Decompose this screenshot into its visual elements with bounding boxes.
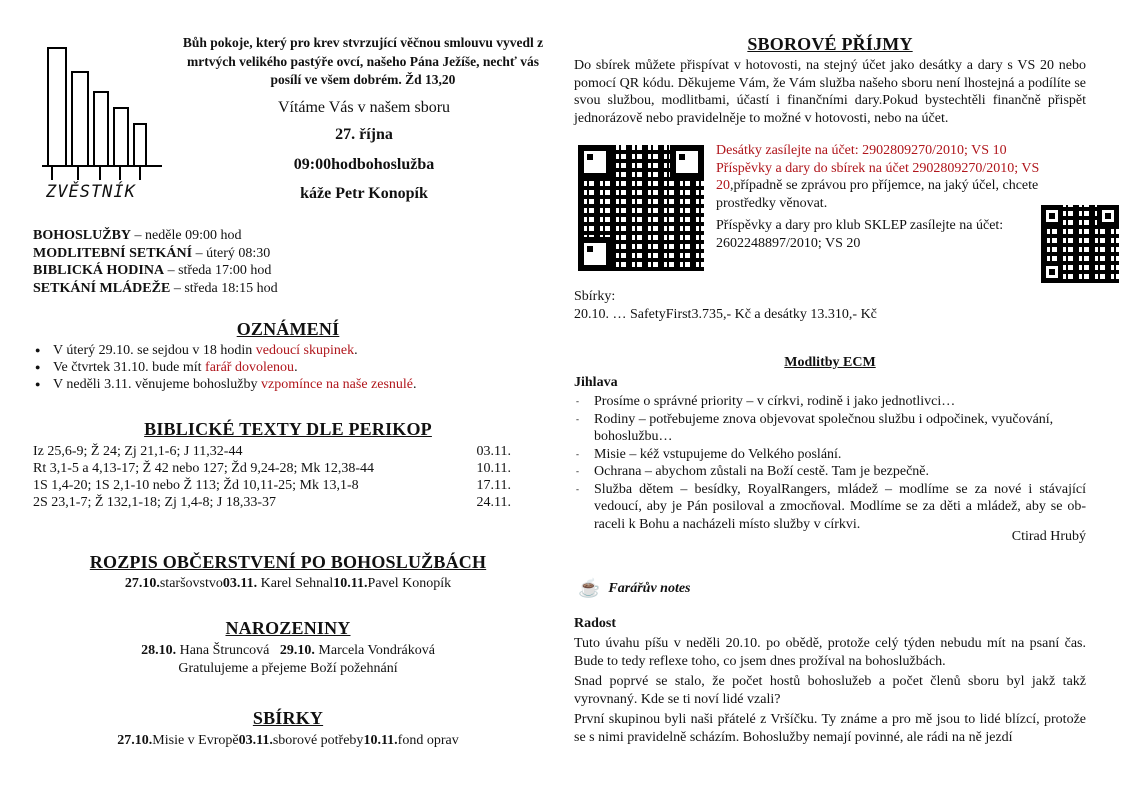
announcements-list [33, 342, 543, 393]
preacher: káže Petr Konopík [300, 185, 428, 202]
welcome-text: Vítáme Vás v našem sboru [277, 99, 451, 116]
refreshments-line: 27.10.staršovstvo03.11. Karel Sehnal10.11.Pavel Konopík [124, 576, 452, 591]
collections-line: 27.10.Misie v Evropě03.11.sborové potřeby10.11.fond oprav [117, 733, 459, 748]
notes-body: Tuto úvahu píšu v neděli 20.10. po obědě, protože celý týden nebudu mít na psaní čas. Bude to tedy reflexe toho, co jsem dnes prožíval na bohoslužbách. Snad poprvé se stalo, že počet hostů bohoslužeb a počet členů sboru byl jakž takž vyrovnaný. Kde se ti noví lidé vzali? První skupinou byli naši přátelé z Vršíčku. Ty známe a pro mě jsou to lidé blízcí, protože se s nimi pravidelně scházím. Bohoslužby nemají povinné, ale rádi na ně jezdí [574, 636, 1086, 745]
prayers-list [574, 393, 1086, 533]
notes-subtitle: Radost [574, 616, 617, 631]
list-item: ● Ve čtvrtek 31.10. bude mít farář dovolenou. [33, 359, 543, 376]
prayers-author: Ctirad Hrubý [1011, 529, 1086, 544]
table-row: 1S 1,4-20; 1S 2,1-10 nebo Ž 113; Žd 10,11-25; Mk 13,1-8 17.11. [33, 478, 511, 493]
schedule [33, 227, 363, 297]
table-row: Iz 25,6-9; Ž 24; Zj 21,1-6; J 11,32-44 03.11. [33, 444, 511, 459]
logo-text: ZVĚSTNÍK [46, 182, 136, 202]
collections-title: SBÍRKY [252, 708, 324, 728]
refreshments-title: ROZPIS OBČERSTVENÍ PO BOHOSLUŽBÁCH [89, 552, 487, 572]
readings-table [33, 443, 511, 511]
schedule-item: BOHOSLUŽBY – neděle 09:00 hod [33, 228, 242, 243]
logo [38, 40, 178, 210]
birthdays-title: NAROZENINY [225, 618, 351, 638]
list-item: - Ochrana – abychom zůstali na Boží cestě. Tam je bezpečně. [574, 463, 1086, 481]
qr-code-main [578, 145, 704, 271]
list-item: ● V úterý 29.10. se sejdou v 18 hodin vedoucí skupinek. [33, 342, 543, 359]
readings-title: BIBLICKÉ TEXTY DLE PERIKOP [144, 419, 432, 439]
notes-header: ☕ Farářův notes [578, 578, 691, 598]
table-row: Rt 3,1-5 a 4,13-17; Ž 42 nebo 127; Žd 9,24-28; Mk 12,38-44 10.11. [33, 461, 511, 476]
list-item: - Služba dětem – besídky, RoyalRangers, mládež – modlíme se za nové i stávající vedoucí, aby je Pán posiloval a zmocňoval. Modlíme se za děti a mládež, aby se ob-raceli k Bohu a nacházeli místo služby v církvi. [574, 481, 1086, 534]
list-item: - Rodiny – potřebujeme znova objevovat společnou službu i odpočinek, vyučování, bohoslužbu… [574, 411, 1086, 446]
service-date: 27. října [335, 126, 393, 143]
list-item: ● V neděli 3.11. věnujeme bohoslužby vzpomínce na naše zesnulé. [33, 376, 543, 393]
prayers-title: Modlitby ECM [784, 355, 876, 370]
schedule-item: SETKÁNÍ MLÁDEŽE – středa 18:15 hod [33, 280, 278, 296]
qr-code-sklep [1041, 205, 1119, 283]
table-row: 2S 23,1-7; Ž 132,1-18; Zj 1,4-8; J 18,33-37 24.11. [33, 495, 511, 510]
income-accounts: Desátky zasílejte na účet: 2902809270/2010; VS 10 Příspěvky a dary do sbírek na účet 2902809270/2010; VS 20,případně se zprávou pro příjemce, na jaký účel, chcete prostředky věnovat. [716, 143, 1040, 211]
prayers-place: Jihlava [574, 375, 618, 390]
income-collections: Sbírky: 20.10. … SafetyFirst3.735,- Kč a desátky 13.310,- Kč [574, 289, 877, 322]
service-time: 09:00hodbohoslužba [293, 156, 435, 173]
income-text: Do sbírek můžete přispívat v hotovosti, na stejný účet jako desátky a dary s VS 20 nebo pomocí QR kódu. Děkujeme Vám, že Vám služba našeho sboru není lhostejná a podílíte se svou službou, modlitbami, účastí i finančními dary.Pokud bystechtěli finančně přispět jednorázově nebo pravidelněje to možné v hotovosti, nebo na účet. [574, 58, 1086, 126]
list-item: - Prosíme o správné priority – v církvi, rodině i jako jednotlivci… [574, 393, 1086, 411]
announcements-title: OZNÁMENÍ [236, 319, 340, 339]
sklep-account: Příspěvky a dary pro klub SKLEP zasílejte na účet: 2602248897/2010; VS 20 [716, 218, 1004, 251]
schedule-item: MODLITEBNÍ SETKÁNÍ – úterý 08:30 [33, 245, 271, 261]
list-item: - Misie – kéž vstupujeme do Velkého poslání. [574, 446, 1086, 464]
income-title: SBOROVÉ PŘÍJMY [747, 34, 913, 54]
birthdays-line: 28.10. Hana Štruncová 29.10. Marcela Vondráková Gratulujeme a přejeme Boží požehnání [141, 643, 435, 676]
schedule-item: BIBLICKÁ HODINA – středa 17:00 hod [33, 263, 272, 278]
coffee-cup-icon: ☕ [578, 578, 601, 598]
intro-verse: Bůh pokoje, který pro krev stvrzující věčnou smlouvu vyvedl z mrtvých velikého pastýře ovcí, našeho Pána Ježíše, nechť vás posílí ve všem dobrém. Žd 13,20 [182, 35, 544, 87]
